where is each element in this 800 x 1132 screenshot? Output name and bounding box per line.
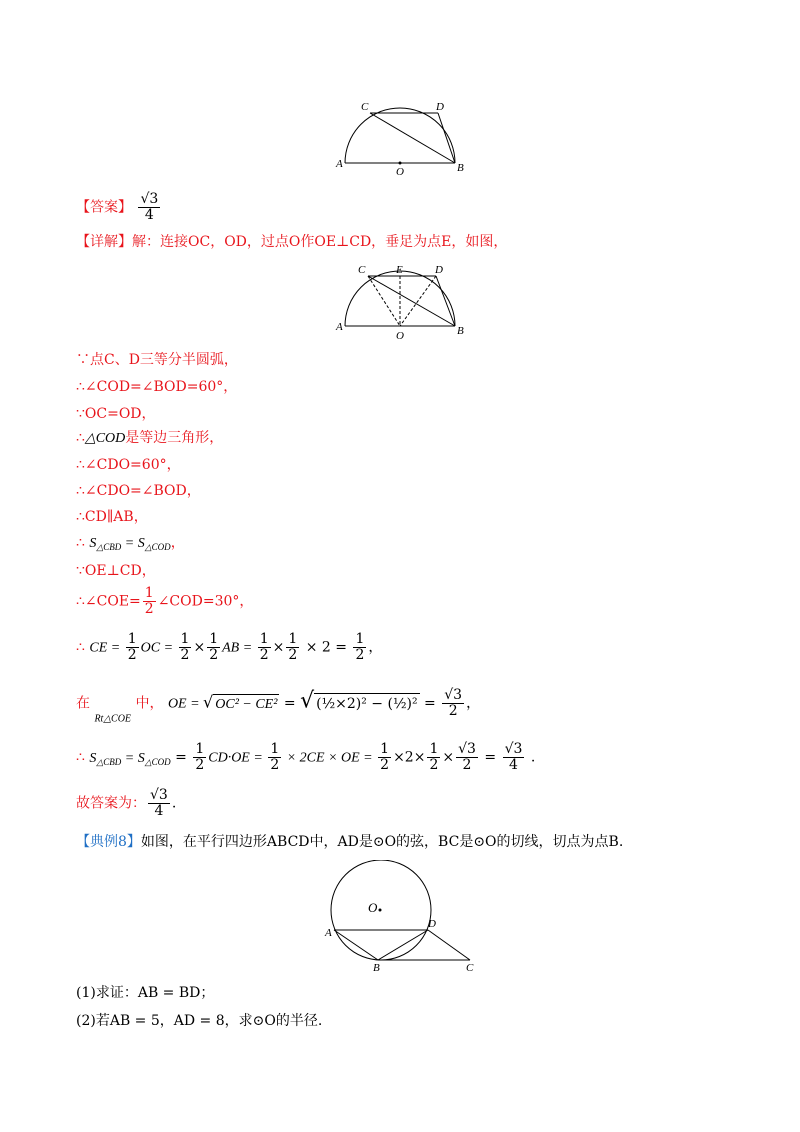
detail-line: [76, 232, 507, 252]
label-a: A: [336, 158, 343, 170]
label-c: C: [466, 962, 474, 974]
label-o: O: [368, 900, 378, 915]
figure-semicircle-2: [330, 260, 470, 342]
label-c: C: [358, 264, 366, 276]
figure-circle-parallelogram: [320, 860, 490, 975]
step-4: ∴△COD是等边三角形，: [76, 430, 224, 446]
label-a: A: [336, 321, 343, 333]
step-10: ∴∠COE= $\frac{1}{2}$ ∠COD=30°，: [76, 585, 254, 617]
step-5: ∴∠CDO=60°，: [76, 457, 181, 473]
label-e: E: [396, 264, 403, 276]
step-13: ∴ $S_{\triangle CBD} = S_{\triangle COD}$ = $\frac{1}{2}$ CD·OE = $\frac{1}{2}$ × 2CE × OE = $\frac{1}{2}$ ×2× $\frac{1}{2}$ × $\frac{√3}{2}$ = $\frac{√3}{4}$ .: [76, 741, 536, 773]
detail-intro: 解：连接OC，OD，过点O作OE⊥CD，垂足为点E，如图，: [132, 234, 508, 250]
step-14: 故答案为： $\frac{√3}{4}$ .: [76, 787, 177, 819]
label-d: D: [428, 918, 436, 930]
answer-line: [76, 192, 162, 223]
label-o: O: [396, 330, 404, 342]
step-3: ∵OC=OD，: [76, 406, 156, 422]
question-1: (1)求证：AB = BD；: [76, 985, 215, 1001]
example-line: [76, 832, 623, 852]
label-b: B: [457, 162, 464, 174]
label-a: A: [325, 927, 332, 939]
step-11: ∴ CE = $\frac{1}{2}$ OC = $\frac{1}{2}$ × $\frac{1}{2}$ AB = $\frac{1}{2}$ × $\frac{1}{2}$ × 2 = $\frac{1}{2}$ ，: [76, 631, 383, 663]
label-o: O: [396, 166, 404, 177]
step-12: 在 $_{Rt\triangle COE}$ 中， OE = √ OC² − CE² = √ (½×2)² − (½)² = $\frac{√3}{2}$ ，: [76, 687, 481, 725]
question-2: (2)若AB = 5，AD = 8，求⊙O的半径.: [76, 1013, 323, 1029]
step-2: ∴∠COD=∠BOD=60°，: [76, 379, 238, 395]
label-d: D: [435, 264, 443, 276]
label-d: D: [436, 101, 444, 113]
example-text: 如图，在平行四边形ABCD中，AD是⊙O的弦，BC是⊙O的切线，切点为点B.: [140, 834, 624, 850]
step-7: ∴CD∥AB，: [76, 509, 148, 525]
step-6: ∴∠CDO=∠BOD，: [76, 483, 201, 499]
step-8: ∴ $S_{\triangle CBD} = S_{\triangle COD}$，: [76, 535, 185, 552]
figure-semicircle-1: [330, 95, 470, 177]
example-tag: 【典例8】: [76, 834, 141, 850]
label-b: B: [457, 325, 464, 337]
label-b: B: [373, 962, 380, 974]
step-9: ∵OE⊥CD，: [76, 563, 156, 579]
detail-tag: 【详解】: [76, 234, 132, 250]
step-1: ∵点C、D三等分半圆弧，: [76, 352, 238, 368]
answer-tag: 【答案】: [76, 199, 132, 216]
label-c: C: [361, 101, 369, 113]
answer-fraction: $\frac{√3}{4}$: [140, 191, 159, 223]
